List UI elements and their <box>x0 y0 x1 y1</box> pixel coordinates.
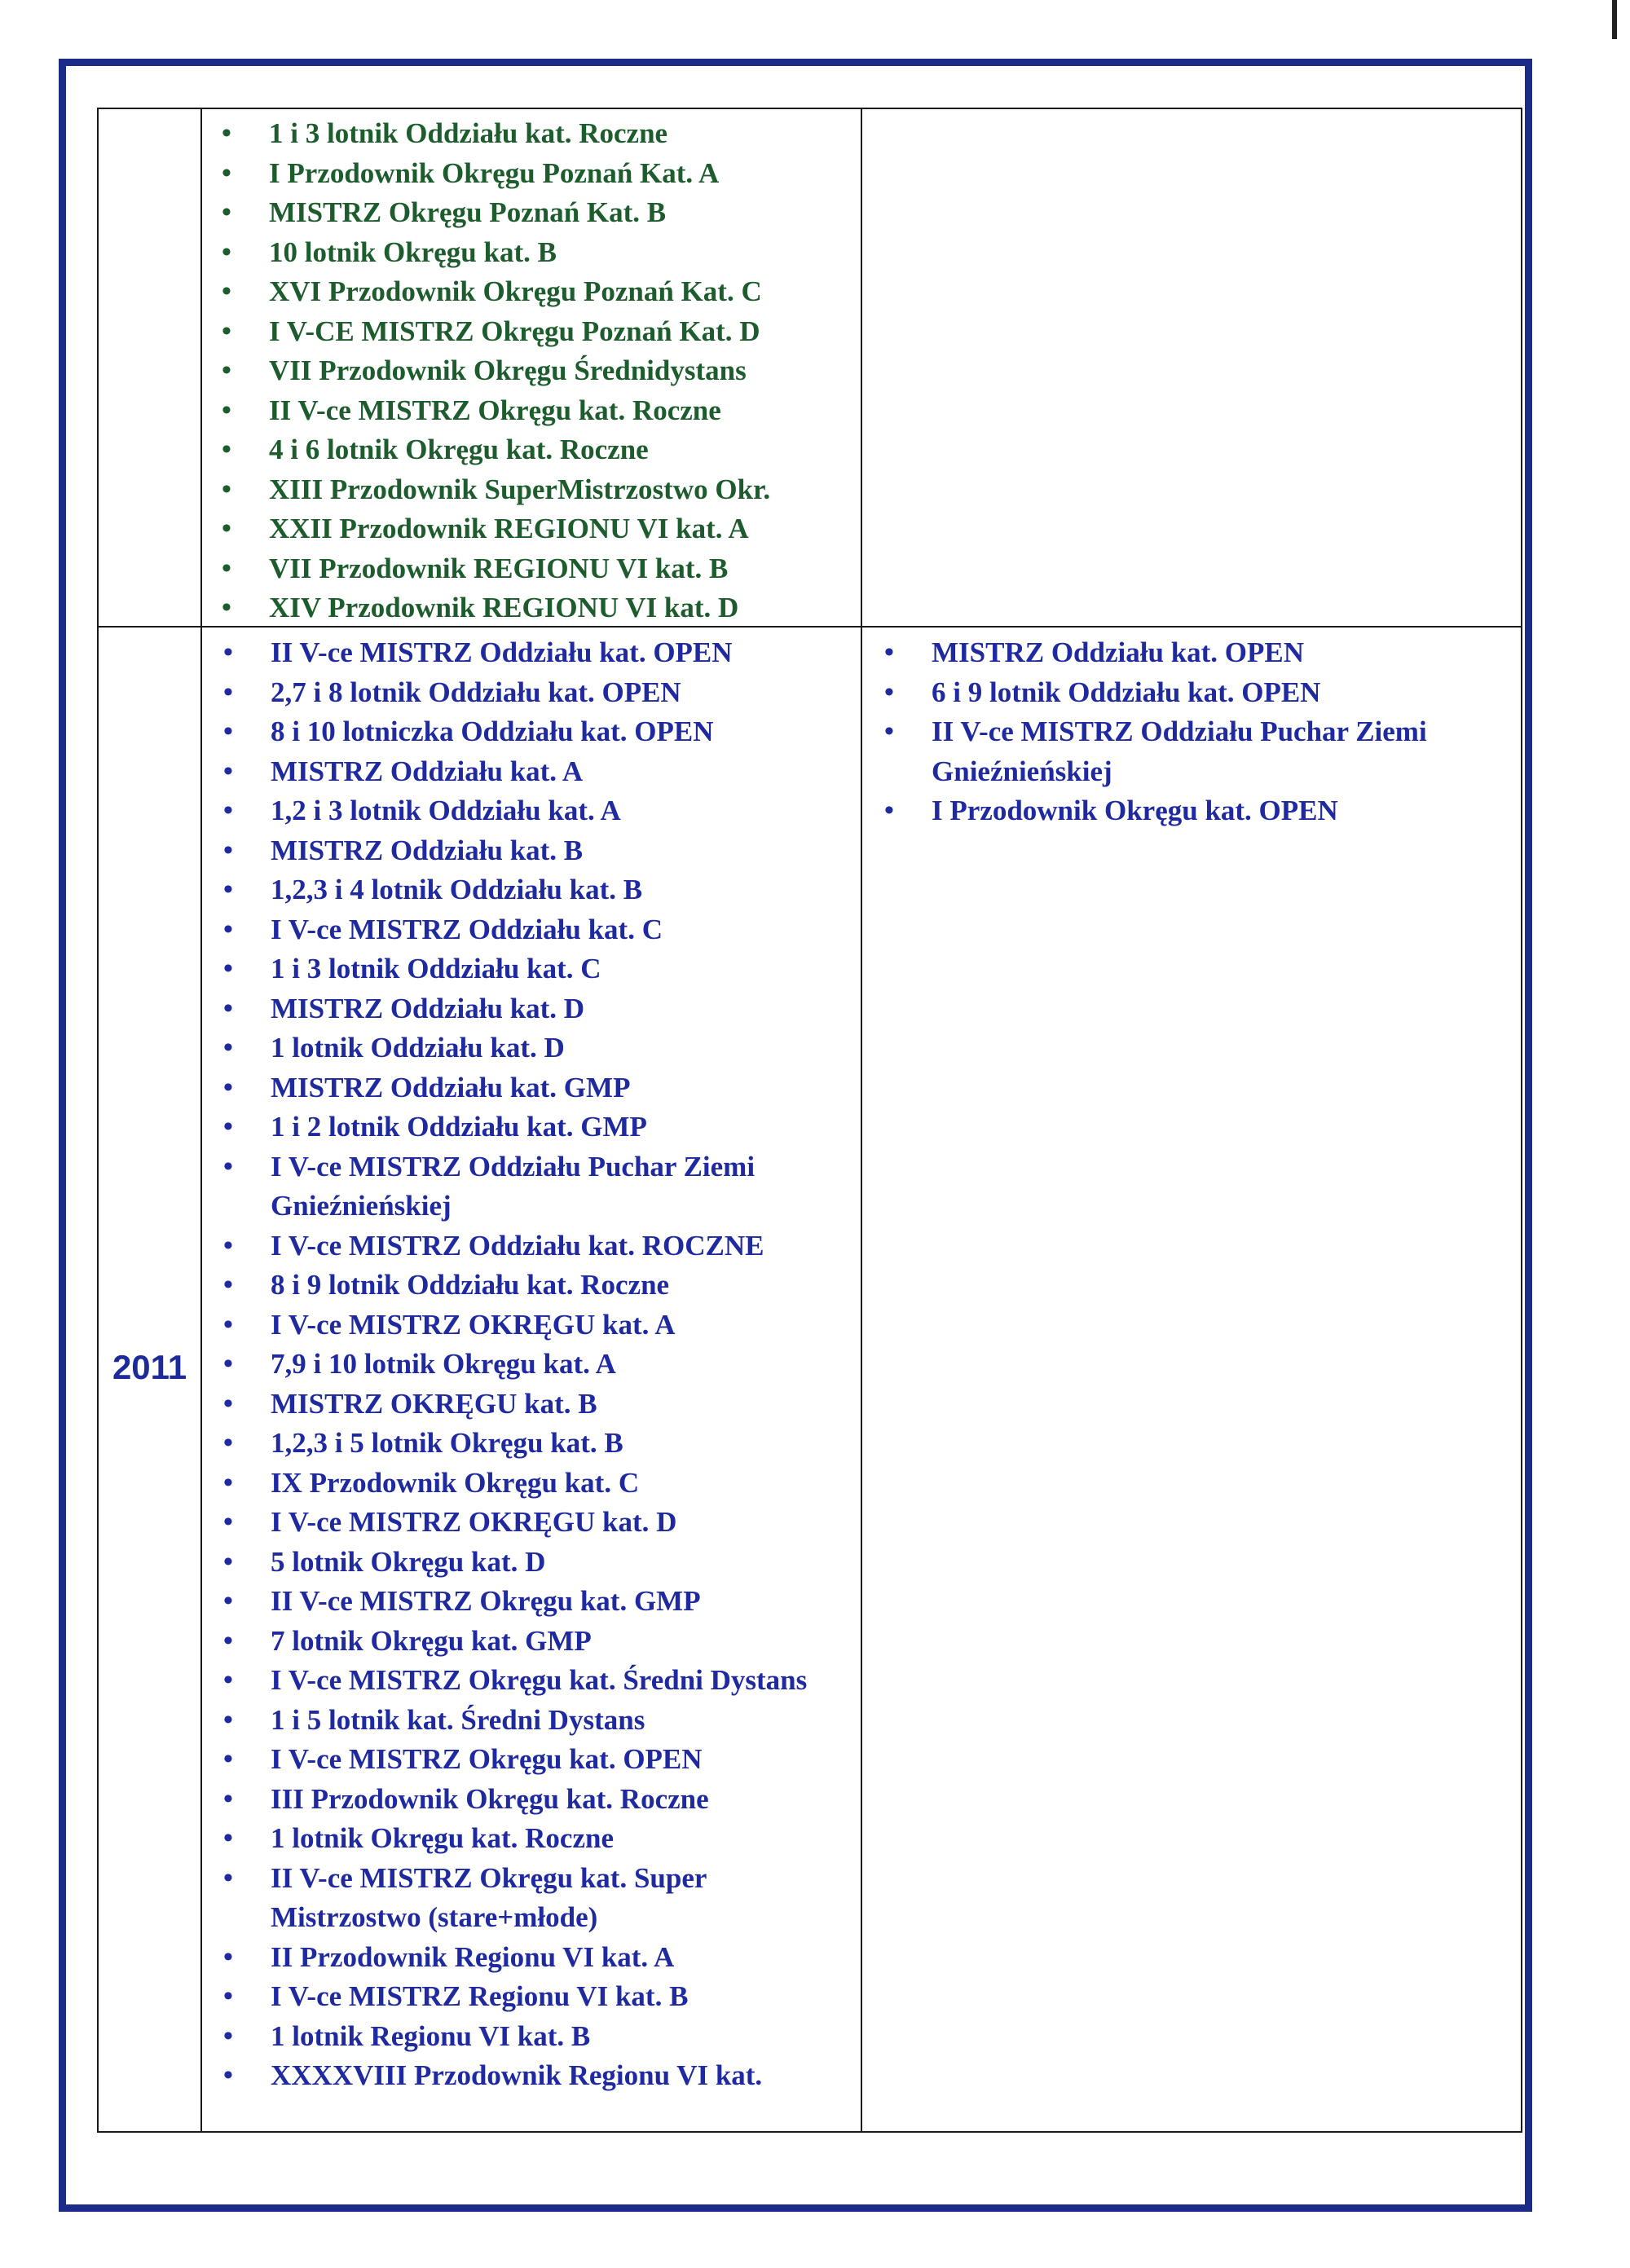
award-item: • I V-ce MISTRZ OKRĘGU kat. D <box>214 1503 858 1543</box>
award-item: • MISTRZ Oddziału kat. A <box>214 752 858 792</box>
award-item: • I V-ce MISTRZ OKRĘGU kat. A <box>214 1306 858 1345</box>
award-item: • 1,2 i 3 lotnik Oddziału kat. A <box>214 791 858 831</box>
award-item: • XVI Przodownik Okręgu Poznań Kat. C <box>213 272 857 312</box>
award-item: • 10 lotnik Okręgu kat. B <box>213 233 857 273</box>
award-item: • 1 i 3 lotnik Oddziału kat. Roczne <box>213 114 857 154</box>
award-item: • I V-ce MISTRZ Oddziału kat. ROCZNE <box>214 1226 858 1266</box>
award-item: • I V-ce MISTRZ Oddziału Puchar Ziemi Gnieźnieńskiej <box>214 1147 858 1226</box>
award-item: • 1,2,3 i 4 lotnik Oddziału kat. B <box>214 870 858 910</box>
award-item: • I V-CE MISTRZ Okręgu Poznań Kat. D <box>213 312 857 352</box>
award-item: • 1 i 3 lotnik Oddziału kat. C <box>214 949 858 989</box>
award-item: • 1 lotnik Oddziału kat. D <box>214 1028 858 1068</box>
award-item: • 1 i 5 lotnik kat. Średni Dystans <box>214 1701 858 1741</box>
award-item: • I V-ce MISTRZ Okręgu kat. Średni Dystans <box>214 1661 858 1701</box>
column-divider-second <box>861 109 862 2131</box>
award-item: • 5 lotnik Okręgu kat. D <box>214 1543 858 1583</box>
award-item: • III Przodownik Okręgu kat. Roczne <box>214 1780 858 1820</box>
award-item: • 1 lotnik Regionu VI kat. B <box>214 2017 858 2057</box>
award-item: • II V-ce MISTRZ Oddziału Puchar Ziemi Gnieźnieńskiej <box>875 712 1516 791</box>
award-item: • 2,7 i 8 lotnik Oddziału kat. OPEN <box>214 673 858 713</box>
award-item: • 8 i 10 lotniczka Oddziału kat. OPEN <box>214 712 858 752</box>
award-item: • XIII Przodownik SuperMistrzostwo Okr. <box>213 470 857 510</box>
year-cell-2011: 2011 <box>112 1348 187 1386</box>
award-item: • 1 i 2 lotnik Oddziału kat. GMP <box>214 1108 858 1147</box>
award-item: • II Przodownik Regionu VI kat. A <box>214 1938 858 1978</box>
awards-table <box>97 108 1522 2133</box>
award-item: • II V-ce MISTRZ Okręgu kat. Super Mistrzostwo (stare+młode) <box>214 1859 858 1938</box>
award-item: • II V-ce MISTRZ Oddziału kat. OPEN <box>214 633 858 673</box>
scan-edge-mark <box>1612 0 1617 39</box>
award-item: • VII Przodownik REGIONU VI kat. B <box>213 549 857 589</box>
award-item: • MISTRZ Okręgu Poznań Kat. B <box>213 193 857 233</box>
awards-list-row1 <box>213 114 857 628</box>
award-item: • I Przodownik Okręgu Poznań Kat. A <box>213 154 857 194</box>
award-item: • MISTRZ Oddziału kat. D <box>214 989 858 1029</box>
award-item: • IX Przodownik Okręgu kat. C <box>214 1464 858 1504</box>
awards-list-2011 <box>214 633 858 2096</box>
award-item: • I V-ce MISTRZ Oddziału kat. C <box>214 910 858 950</box>
award-item: • 1 lotnik Okręgu kat. Roczne <box>214 1819 858 1859</box>
award-item: • II V-ce MISTRZ Okręgu kat. GMP <box>214 1582 858 1622</box>
column-divider-year <box>200 109 202 2131</box>
award-item: • MISTRZ Oddziału kat. GMP <box>214 1068 858 1108</box>
award-item: • I V-ce MISTRZ Regionu VI kat. B <box>214 1977 858 2017</box>
award-item: • 7,9 i 10 lotnik Okręgu kat. A <box>214 1345 858 1385</box>
award-item: • II V-ce MISTRZ Okręgu kat. Roczne <box>213 391 857 431</box>
award-item: • MISTRZ OKRĘGU kat. B <box>214 1385 858 1425</box>
award-item: • MISTRZ Oddziału kat. B <box>214 831 858 871</box>
award-item: • MISTRZ Oddziału kat. OPEN <box>875 633 1516 673</box>
award-item: • XXXXVIII Przodownik Regionu VI kat. <box>214 2056 858 2096</box>
awards-list-2011-second-column <box>875 633 1516 831</box>
award-item: • 6 i 9 lotnik Oddziału kat. OPEN <box>875 673 1516 713</box>
award-item: • I V-ce MISTRZ Okręgu kat. OPEN <box>214 1740 858 1780</box>
award-item: • I Przodownik Okręgu kat. OPEN <box>875 791 1516 831</box>
award-item: • 8 i 9 lotnik Oddziału kat. Roczne <box>214 1266 858 1306</box>
award-item: • 7 lotnik Okręgu kat. GMP <box>214 1622 858 1662</box>
award-item: • 1,2,3 i 5 lotnik Okręgu kat. B <box>214 1424 858 1464</box>
award-item: • XXII Przodownik REGIONU VI kat. A <box>213 509 857 549</box>
award-item: • XIV Przodownik REGIONU VI kat. D <box>213 588 857 628</box>
award-item: • 4 i 6 lotnik Okręgu kat. Roczne <box>213 430 857 470</box>
award-item: • VII Przodownik Okręgu Średnidystans <box>213 351 857 391</box>
